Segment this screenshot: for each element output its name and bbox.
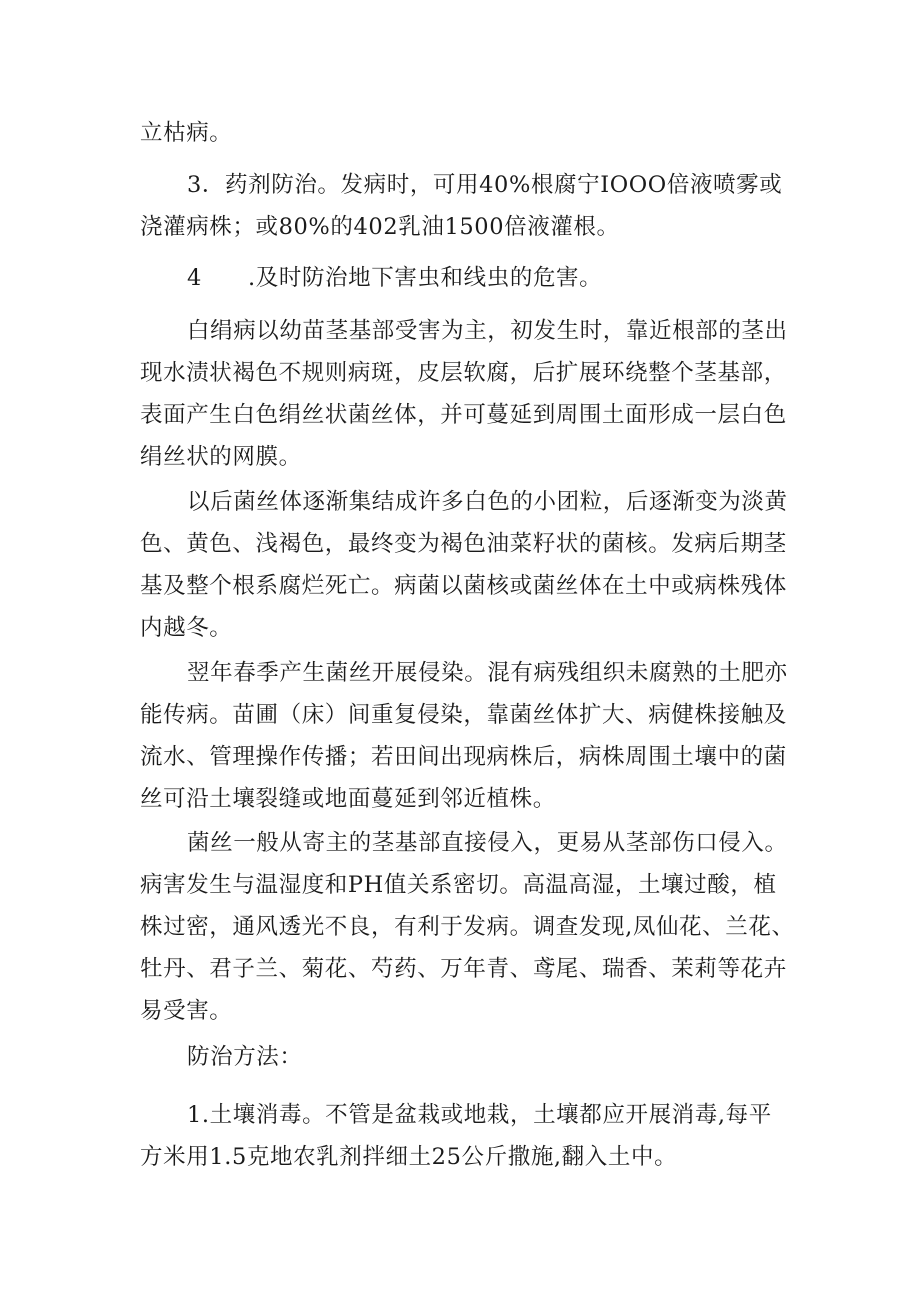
text-line: 菌丝一般从寄主的茎基部直接侵入，更易从茎部伤口侵入。 <box>187 830 788 856</box>
list-number: 4 <box>187 265 202 291</box>
text-line <box>140 257 788 299</box>
paragraph <box>140 310 788 478</box>
text-line: 易受害。 <box>140 998 233 1024</box>
text-line: 内越冬。 <box>140 615 233 641</box>
text-line: 株过密，通风透光不良，有利于发病。调查发现,凤仙花、兰花、 <box>140 914 795 940</box>
paragraph <box>140 112 788 154</box>
paragraph <box>140 164 788 248</box>
text-line: 丝可沿土壤裂缝或地面蔓延到邻近植株。 <box>140 786 556 812</box>
text-line: 方米用1.5克地农乳剂拌细土25公斤撒施,翻入土中。 <box>140 1144 678 1170</box>
text-line: 牡丹、君子兰、菊花、芍药、万年青、鸢尾、瑞香、茉莉等花卉 <box>140 956 787 982</box>
paragraph <box>140 822 795 1032</box>
text-line: 防治方法： <box>187 1044 303 1070</box>
text-line: 流水、管理操作传播；若田间出现病株后，病株周围土壤中的菌 <box>140 744 787 770</box>
text-line: 表面产生白色绢丝状菌丝体，并可蔓延到周围土面形成一层白色 <box>140 402 787 428</box>
text-line: 能传病。苗圃（床）间重复侵染，靠菌丝体扩大、病健株接触及 <box>140 702 787 728</box>
text-line: 色、黄色、浅褐色，最终变为褐色油菜籽状的菌核。发病后期茎 <box>140 531 787 557</box>
paragraph <box>140 652 788 820</box>
text-line: 绢丝状的网膜。 <box>140 444 302 470</box>
text-line: 1.土壤消毒。不管是盆栽或地栽，土壤都应开展消毒,每平 <box>187 1102 772 1128</box>
text-line: 立枯病。 <box>140 120 233 146</box>
section-heading <box>140 1036 788 1078</box>
text-line: 现水渍状褐色不规则病斑，皮层软腐，后扩展环绕整个茎基部， <box>140 360 787 386</box>
text-line: 3．药剂防治。发病时，可用40%根腐宁IOOO倍液喷雾或 <box>187 172 783 198</box>
list-text: .及时防治地下害虫和线虫的危害。 <box>248 265 603 291</box>
text-line: 以后菌丝体逐渐集结成许多白色的小团粒，后逐渐变为淡黄 <box>187 489 788 515</box>
paragraph <box>140 481 788 649</box>
text-line: 病害发生与温湿度和PH值关系密切。高温高湿，土壤过酸，植 <box>140 872 777 898</box>
paragraph <box>140 257 788 299</box>
paragraph <box>140 1094 788 1178</box>
text-line: 翌年春季产生菌丝开展侵染。混有病残组织未腐熟的土肥亦 <box>187 660 788 686</box>
text-line: 基及整个根系腐烂死亡。病菌以菌核或菌丝体在土中或病株残体 <box>140 573 787 599</box>
text-line: 白绢病以幼苗茎基部受害为主，初发生时，靠近根部的茎出 <box>187 318 788 344</box>
text-line: 浇灌病株；或80%的402乳油1500倍液灌根。 <box>140 214 620 240</box>
